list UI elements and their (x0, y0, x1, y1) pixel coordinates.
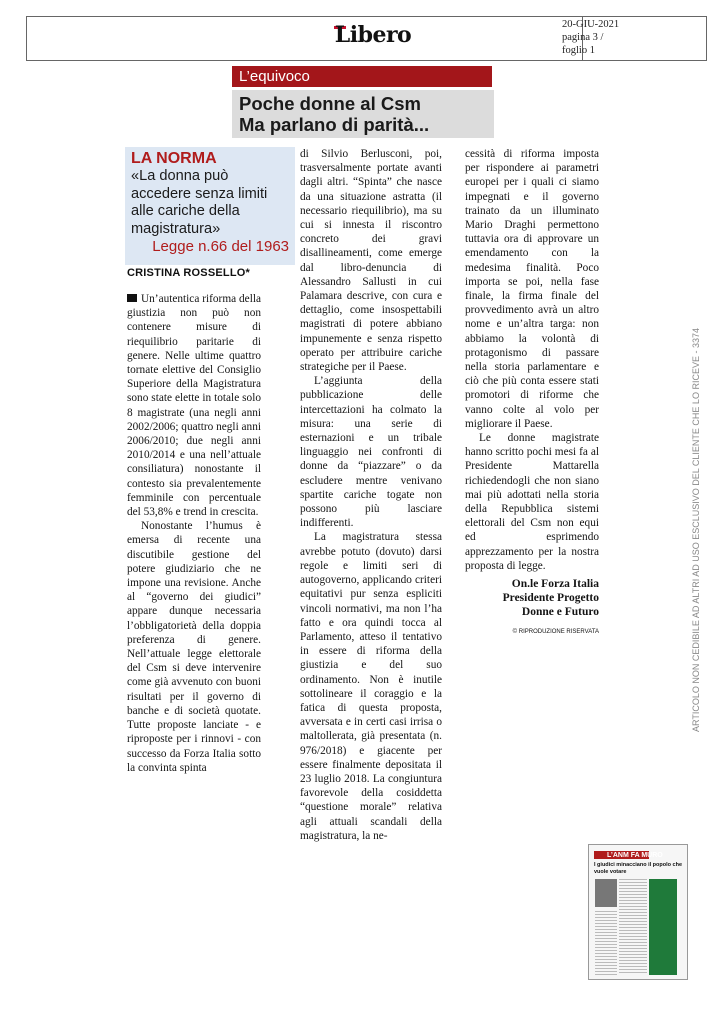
thumbnail-green-box (649, 879, 677, 975)
paragraph: cessità di riforma imposta per rispondere ai parametri europei per i quali ci siamo impegnati e il governo trainato da un illuminato Mario Draghi permettono tuttavia ora di approvare un emendamento con la medesima finalità. Poco importa se poi, nella fase finale, la firma finale del provvedimento avrà un altro nome e un’altra targa: non abbiamo la volontà di protagonismo di passare nella storia parlamentare e ciò che più conta essere stati promotori di riforme che vanno colte al volo per migliorare il Paese. (465, 148, 599, 430)
article-kicker: L’equivoco (232, 66, 492, 87)
paragraph: Le donne magistrate hanno scritto pochi mesi fa al Presidente Mattarella richiedendogli che non siano mai più adottati nella storia della Repubblica sistemi elettorali del Csm non equi ed esprimendo apprezzamento per la nostra proposta di legge. (465, 432, 599, 572)
paragraph (127, 292, 261, 519)
signature-line: On.le Forza Italia (511, 578, 599, 591)
clip-page: pagina 3 / (562, 32, 604, 43)
clip-date: 20-GIU-2021 (562, 19, 620, 30)
article-headline (232, 90, 494, 138)
headline-line-2: Ma parlano di parità... (239, 114, 430, 135)
norm-box (125, 147, 295, 265)
page-thumbnail (588, 844, 688, 980)
article-column-1 (127, 292, 261, 775)
signature (465, 577, 599, 619)
lead-square-icon (127, 294, 137, 302)
article-author: CRISTINA ROSSELLO* (127, 267, 250, 279)
newspaper-logo: Libero (334, 22, 412, 48)
signature-line: Presidente Progetto (502, 592, 599, 605)
thumbnail-text-lines (595, 911, 617, 975)
paragraph: L’aggiunta della pubblicazione delle intercettazioni ha colmato la misura: una serie di esternazioni e un tribale linguaggio nei confronti di donne da “piazzare” o da escludere mentre venivano spartite cariche togate non possono più lasciare indifferenti. (300, 375, 442, 530)
clip-sheet: foglio 1 (562, 45, 595, 56)
thumbnail-kicker: L’ANM FA MURO (607, 852, 663, 859)
article-column-3 (465, 147, 599, 639)
norm-quote: «La donna può accedere senza limiti alle cariche della magistratura» (131, 168, 268, 237)
clipping-meta (562, 18, 619, 57)
headline-line-1: Poche donne al Csm (239, 93, 421, 114)
thumbnail-headline: I giudici minacciano il popolo che vuole votare (594, 862, 683, 875)
thumbnail-photo (595, 879, 617, 907)
rights-notice: © RIPRODUZIONE RISERVATA (512, 629, 599, 636)
thumbnail-text-lines (619, 879, 647, 975)
paragraph-text: Un’autentica riforma della giustizia non può non contenere misure di riequilibrio paritarie di genere. Nelle ultime quattro tornate elettive del Consiglio Superiore della Magistratura sono state elette in totale solo 8 magistrate (una negli anni 2002/2006; quattro negli anni 2006/2010; due negli anni 2010/2014 e una nell’attuale consiliatura) nonostante il contesto sia prevalentemente femminile con percentuale del 53,8% e trend in crescita. (127, 293, 261, 519)
paragraph: Nonostante l’humus è emersa di recente una discutibile gestione del potere giudiziario che ne impone una revisione. Anche al “governo dei giudici” appare dunque necessaria l’obbligatorietà della doppia preferenza di genere. Nell’attuale legge elettorale del Csm si deve intervenire come già avvenuto con buoni risultati per il governo di banche e di società quotate. Tutte proposte lanciate - e riproposte per i rinnovi - con successo da Forza Italia sotto la convinta spinta (127, 520, 261, 774)
paragraph: La magistratura stessa avrebbe potuto (dovuto) darsi regole e limiti seri di autogoverno, applicando criteri equitativi pur senza espliciti vincoli normativi, ma non l’ha fatto e ora quindi tocca al Parlamento, atteso il tentativo in essere di riforma della giustizia e del suo ordinamento. Non è inutile sottolineare il coraggio e la fatica di questa proposta, avversata e in certi casi irrisa o maltollerata, già presentata (n. 976/2018) e giacente per essere finalmente depositata il 23 luglio 2018. La congiuntura favorevole della cosiddetta “questione morale” relativa agli attuali scandali della magistratura, la ne- (300, 531, 442, 842)
norm-law: Legge n.66 del 1963 (152, 238, 289, 255)
margin-note: ARTICOLO NON CEDIBILE AD ALTRI AD USO ESCLUSIVO DEL CLIENTE CHE LO RICEVE - 3374 (691, 328, 701, 732)
norm-title: LA NORMA (131, 150, 217, 167)
article-column-2 (300, 147, 442, 843)
signature-line: Donne e Futuro (521, 606, 599, 619)
paragraph: di Silvio Berlusconi, poi, trasversalmente portate avanti dagli altri. “Spinta” che nasce da una situazione astratta (il necessario riequilibrio), ma su cui si innesta il riscontro concreto dei gravi disallineamenti, come emerge dal libro-denuncia di Alessandro Sallusti in cui Palamara descrive, con cura e dettaglio, come insospettabili magistrati di potere abbiano impunemente e senza rispetto operato per attribuire cariche strategiche per il Paese. (300, 148, 442, 374)
